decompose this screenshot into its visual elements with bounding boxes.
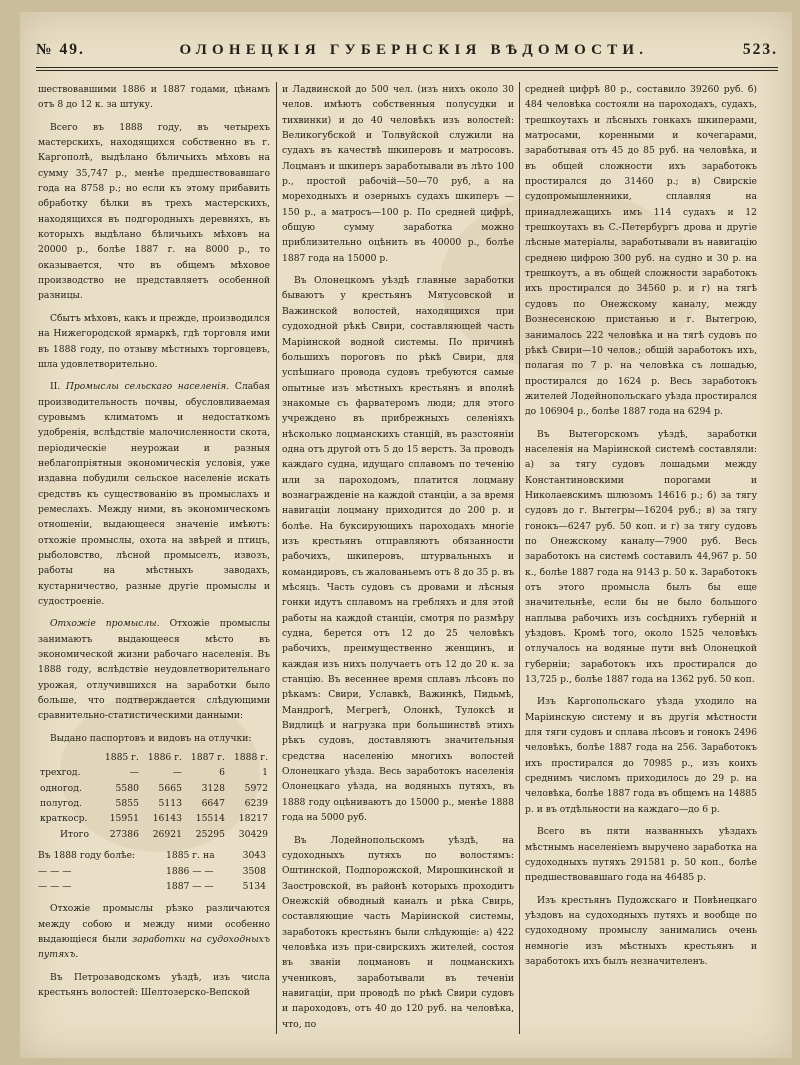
paragraph: [38, 379, 270, 609]
header-rule: [36, 67, 778, 68]
table-cell: 25295: [195, 828, 225, 840]
comparison-value: 3508: [242, 865, 266, 877]
paragraph: Въ Лодейнопольскомъ уѣздѣ, на судоходныхъ путяхъ по волостямъ: Оштинской, Подпорожской, Мирошкинской и Заостровской, въ районѣ которыхъ проходитъ Онежскій обводный каналъ и рѣка Свирь, составляющие часть Маріинской системы, заработокъ крестьянъ были слѣдующіе: а) 422 человѣка изъ при-свирскихъ жителей, состоя въ званіи лоцмановъ и лоцманскихъ учениковъ, заработывали въ теченіи навигаціи, при проводѣ по рѣкѣ Свири судовъ и пароходовъ, отъ 40 до 120 руб. на человѣка, что, по: [282, 834, 514, 1030]
table-header-row: [38, 750, 270, 765]
comparison-value: 3043: [242, 850, 266, 862]
paragraph: средней цифрѣ 80 р., составило 39260 руб. б) 484 человѣка состояли на пароходахъ, судахъ, трешкоутахъ и лѣсныхъ гонкахъ шкиперами, матросами, коренными и кочегарами, заработывая отъ 45 до 85 руб. на человѣка, и въ общей сложности ихъ заработокъ простирался до 31460 р.; в) Свирскіе судопромышленники, сплавляя на принадлежащихъ имъ 114 судахъ и 12 трешкоутахъ въ С.-Петербургъ дрова и другіе лѣсные матеріалы, заработывали въ навигацію среднею цифрою 300 руб. на судно и 30 р. на трешкоутъ, а въ общей сложности заработокъ ихъ простирался до 34560 р. и г) на тягѣ судовъ по Онежскому каналу, между Вознесенскою пристанью и г. Вытегрою, занималось 222 человѣка и на тягѣ судовъ по рѣкѣ Свири—10 челов.; общій заработокъ ихъ, полагая по 7 р. на человѣка съ лошадью, простирался до 1624 р. Весь заработокъ жителей Лодейнопольскаго уѣзда простирался до 106904 р., болѣе 1887 года на 6294 р.: [525, 84, 757, 418]
table-total-row: [38, 827, 270, 842]
paragraph: Изъ крестьянъ Пудожскаго и Повѣнецкаго уѣздовъ на судоходныхъ путяхъ и вообще по судоходному промыслу занимались очень немногіе изъ мѣстныхъ крестьянъ и заработокъ ихъ былъ незначителенъ.: [525, 894, 757, 967]
table-cell: 30429: [238, 828, 268, 840]
header-rule-thin: [36, 70, 778, 71]
table-cell: 1: [262, 767, 268, 779]
comparison-line: [38, 864, 270, 879]
comparison-line: [38, 848, 270, 863]
table-cell: 5972: [244, 782, 268, 794]
paragraph-text: Отхожіе промыслы рѣзко различаются между собою и между ними особенно выдающіеся были: [38, 903, 270, 945]
table-cell: 18217: [238, 813, 268, 825]
table-row: [38, 811, 270, 826]
comparison-year: 1887 — —: [166, 880, 214, 892]
paragraph: [38, 616, 270, 723]
paragraph: шествовавшими 1886 и 1887 годами, цѣнамъ отъ 8 до 12 к. за штуку.: [38, 84, 270, 111]
table-cell: 15514: [195, 813, 225, 825]
page-header: [36, 36, 778, 64]
paragraph: [38, 901, 270, 962]
column-divider: [276, 82, 277, 1034]
table-cell: —: [129, 767, 139, 779]
passports-table: [38, 750, 270, 842]
table-cell: 6239: [244, 798, 268, 810]
emphasis-text: заработки на судоходныхъ путяхъ.: [38, 933, 270, 961]
page-number: 523.: [742, 41, 778, 58]
row-label: полугод.: [40, 798, 82, 810]
section-heading: Промыслы сельскаго населенія.: [65, 381, 230, 393]
row-label: одногод.: [40, 782, 82, 794]
paragraph: Всего въ пяти названныхъ уѣздахъ мѣстнымъ населеніемъ выручено заработка на судоходныхъ путяхъ 291581 р. 50 коп., болѣе предшествовавшаго года на 46485 р.: [525, 826, 757, 884]
text-column-2: [282, 82, 514, 1042]
table-row: [38, 796, 270, 811]
row-label: трехгод.: [40, 767, 81, 779]
newspaper-title: ОЛОНЕЦКІЯ ГУБЕРНСКІЯ ВѢДОМОСТИ.: [179, 41, 649, 58]
row-label: краткоср.: [40, 813, 88, 825]
table-header-cell: 1886 г.: [147, 752, 182, 764]
text-column-3: [525, 82, 757, 1042]
table-cell: 6: [219, 767, 225, 779]
paragraph: Въ Петрозаводскомъ уѣздѣ, изъ числа крестьянъ волостей: Шелтозерско-Вепской: [38, 971, 270, 998]
table-cell: 5113: [158, 798, 182, 810]
comparison-lead: — — —: [38, 880, 72, 892]
table-cell: 5580: [115, 782, 139, 794]
table-cell: 5855: [115, 798, 139, 810]
paragraph-text: Слабая производительность почвы, обусловливаемая суровымъ климатомъ и недостаткомъ удобренія, вслѣдствіе малочисленности скота, періодическіе неурожаи и разныя неблагопріятныя экономическія условія, уже издавна побудили сельское населеніе искать средствъ къ существованію въ промыслахъ и ремеслахъ. Между ними, въ экономическомъ отношеніи, выдающееся значеніе имѣютъ: отхожіе промыслы, охота на звѣрей и птицъ, рыболовство, лѣсной промыселъ, извозъ, работы на мѣстныхъ заводахъ, кустарничество, разные другіе промыслы и судостроеніе.: [38, 381, 270, 607]
table-cell: —: [172, 767, 182, 779]
paragraph: Выдано паспортовъ и видовъ на отлучки:: [50, 732, 252, 744]
comparison-lead: — — —: [38, 865, 72, 877]
comparison-value: 5134: [242, 880, 266, 892]
column-divider: [519, 82, 520, 1034]
comparison-lead: Въ 1888 году болѣе:: [38, 850, 136, 862]
paragraph-text: Отхожіе промыслы занимаютъ выдающееся мѣсто въ экономической жизни рабочаго населенія. Въ 1888 году, вслѣдствіе неудовлетворительнаго урожая, отлучившихся на заработки было больше, что подтверждается слѣдующими сравнительно-статистическими данными:: [38, 618, 270, 722]
issue-number: № 49.: [36, 41, 85, 58]
table-cell: 3128: [201, 782, 225, 794]
table-cell: 5665: [158, 782, 182, 794]
comparison-year: 1886 — —: [166, 865, 214, 877]
table-cell: 15951: [109, 813, 139, 825]
table-row: [38, 781, 270, 796]
section-number: II.: [50, 381, 66, 393]
table-cell: 16143: [152, 813, 182, 825]
table-cell: 27386: [109, 828, 139, 840]
row-label: Итого: [60, 828, 89, 840]
paragraph: Изъ Каргопольскаго уѣзда уходило на Маріинскую систему и въ другія мѣстности для тяги судовъ и сплава лѣсовъ и гонокъ 2496 человѣкъ, болѣе 1887 года на 256. Заработокъ ихъ простирался до 70985 р., изъ коихъ среднимъ числомъ приходилось до 29 р. на человѣка, болѣе 1887 года въ общемъ на 14885 р. и въ отдѣльности на каждаго—до 6 р.: [525, 696, 757, 815]
table-corner: [38, 750, 98, 765]
comparison-lines: [38, 848, 270, 894]
paragraph: Въ Олонецкомъ уѣздѣ главные заработки бываютъ у крестьянъ Мятусовской и Важинской волостей, находящихся при судоходной рѣкѣ Свири, составляющей часть Маріинской водной системы. По причинѣ большихъ пороговъ по рѣкѣ Свири, для успѣшнаго провода судовъ требуются самые опытные изъ мѣстныхъ крестьянъ и вполнѣ знакомые съ фарватеромъ люди; для этого учреждено въ прибрежныхъ селеніяхъ нѣсколько лоцманскихъ станцій, въ разстояніи одна отъ другой отъ 5 до 15 верстъ. За проводъ каждаго судна, идущаго сплавомъ по теченію или за пароходомъ, платится лоцману вознагражденіе на каждой станціи, а за время навигаціи лоцману приходится до 200 р. и болѣе. На буксирующихъ пароходахъ многіе изъ крестьянъ отправляютъ обязанности рабочихъ, шкиперовъ, штурвальныхъ и командировъ, съ жалованьемъ отъ 8 до 35 р. въ мѣсяцъ. Часть судовъ съ дровами и лѣсныя гонки идутъ сплавомъ на гребляхъ и для этой работы на каждой станціи, смотря по размѣру судна, берется отъ 12 до 25 человѣкъ рабочихъ, преимущественно женщинъ, и каждая изъ нихъ получаетъ отъ 12 до 20 к. за станцію. Въ весеннее время сплавъ лѣсовъ по рѣкамъ: Свири, Уславкѣ, Важинкѣ, Пидьмѣ, Мандрогѣ, Мегрегѣ, Олонкѣ, Тулоксѣ и Видлицѣ и нагрузка при большинствѣ этихъ рѣкъ судовъ, доставляютъ значительныя средства населенію многихъ волостей Олонецкаго уѣзда. Весь заработокъ населенія Олонецкаго уѣзда, на водяныхъ путяхъ, въ 1888 году оцѣниваютъ до 15000 р., менѣе 1888 года на 5000 руб.: [282, 275, 514, 824]
section-heading: Отхожіе промыслы.: [50, 618, 160, 630]
comparison-line: [38, 879, 270, 894]
paragraph: Всего въ 1888 году, въ четырехъ мастерскихъ, находящихся собственно въ г. Каргополѣ, выдѣлано бѣличьихъ мѣховъ на сумму 35,747 р., менѣе предшествовавшаго года на 8758 р.; но если къ этому прибавить обработку бѣлки въ трехъ мастерскихъ, находящихся въ подгородныхъ деревняхъ, въ которыхъ выдѣлано бѣличьихъ мѣховъ на 20000 р., болѣе 1887 г. на 8000 р., то оказывается, что въ общемъ мѣховое производство не представляетъ особенной разницы.: [38, 121, 270, 302]
table-row: [38, 765, 270, 780]
text-column-1: [38, 82, 270, 1042]
paragraph: Сбытъ мѣховъ, какъ и прежде, производился на Нижегородской ярмаркѣ, гдѣ торговля ими въ 1888 году, по отзыву мѣстныхъ торговцевъ, шла удовлетворительно.: [38, 312, 270, 370]
table-header-cell: 1887 г.: [190, 752, 225, 764]
table-header-cell: 1888 г.: [233, 752, 268, 764]
paragraph: Въ Вытегорскомъ уѣздѣ, заработки населенія на Маріинской системѣ составляли: а) за тягу судовъ лошадьми между Константиновскими порогами и Николаевскимъ шлюзомъ 14616 р.; б) за тягу судовъ до г. Вытегры—16204 руб.; в) за тягу гонокъ—6247 руб. 50 коп. и г) за тягу судовъ по Онежскому каналу—7900 руб. Весь заработокъ на системѣ составилъ 44,967 р. 50 к., болѣе 1887 года на 9143 р. 50 к. Заработокъ отъ этого промысла былъ бы еще значительнѣе, если бы не было большого наплыва рабочихъ изъ сосѣднихъ губерній и уѣздовъ. Кромѣ того, около 1525 человѣкъ отлучалось на водяные пути внѣ Олонецкой губерніи; заработокъ ихъ простирался до 13,725 р., болѣе 1887 года на 1362 руб. 50 коп.: [525, 428, 757, 686]
table-cell: 26921: [152, 828, 182, 840]
comparison-year: 1885 г. на: [166, 850, 215, 862]
table-cell: 6647: [201, 798, 225, 810]
table-header-cell: 1885 г.: [104, 752, 139, 764]
paragraph: и Ладвинской до 500 чел. (изъ нихъ около 30 челов. имѣютъ собственныя полусудки и тихвинки) и до 40 человѣкъ изъ волостей: Великогубской и Толвуйской служили на судахъ въ качествѣ шкиперовъ и матросовъ. Лоцманъ и шкиперъ заработывали въ лѣто 100 р., простой рабочій—50—70 руб, а на мореходныхъ и озерныхъ судахъ шкиперъ —150 р., а матросъ—100 р. По средней цифрѣ, общую сумму заработка можно приблизительно оцѣнить въ 40000 р., болѣе 1887 года на 15000 р.: [282, 84, 514, 264]
